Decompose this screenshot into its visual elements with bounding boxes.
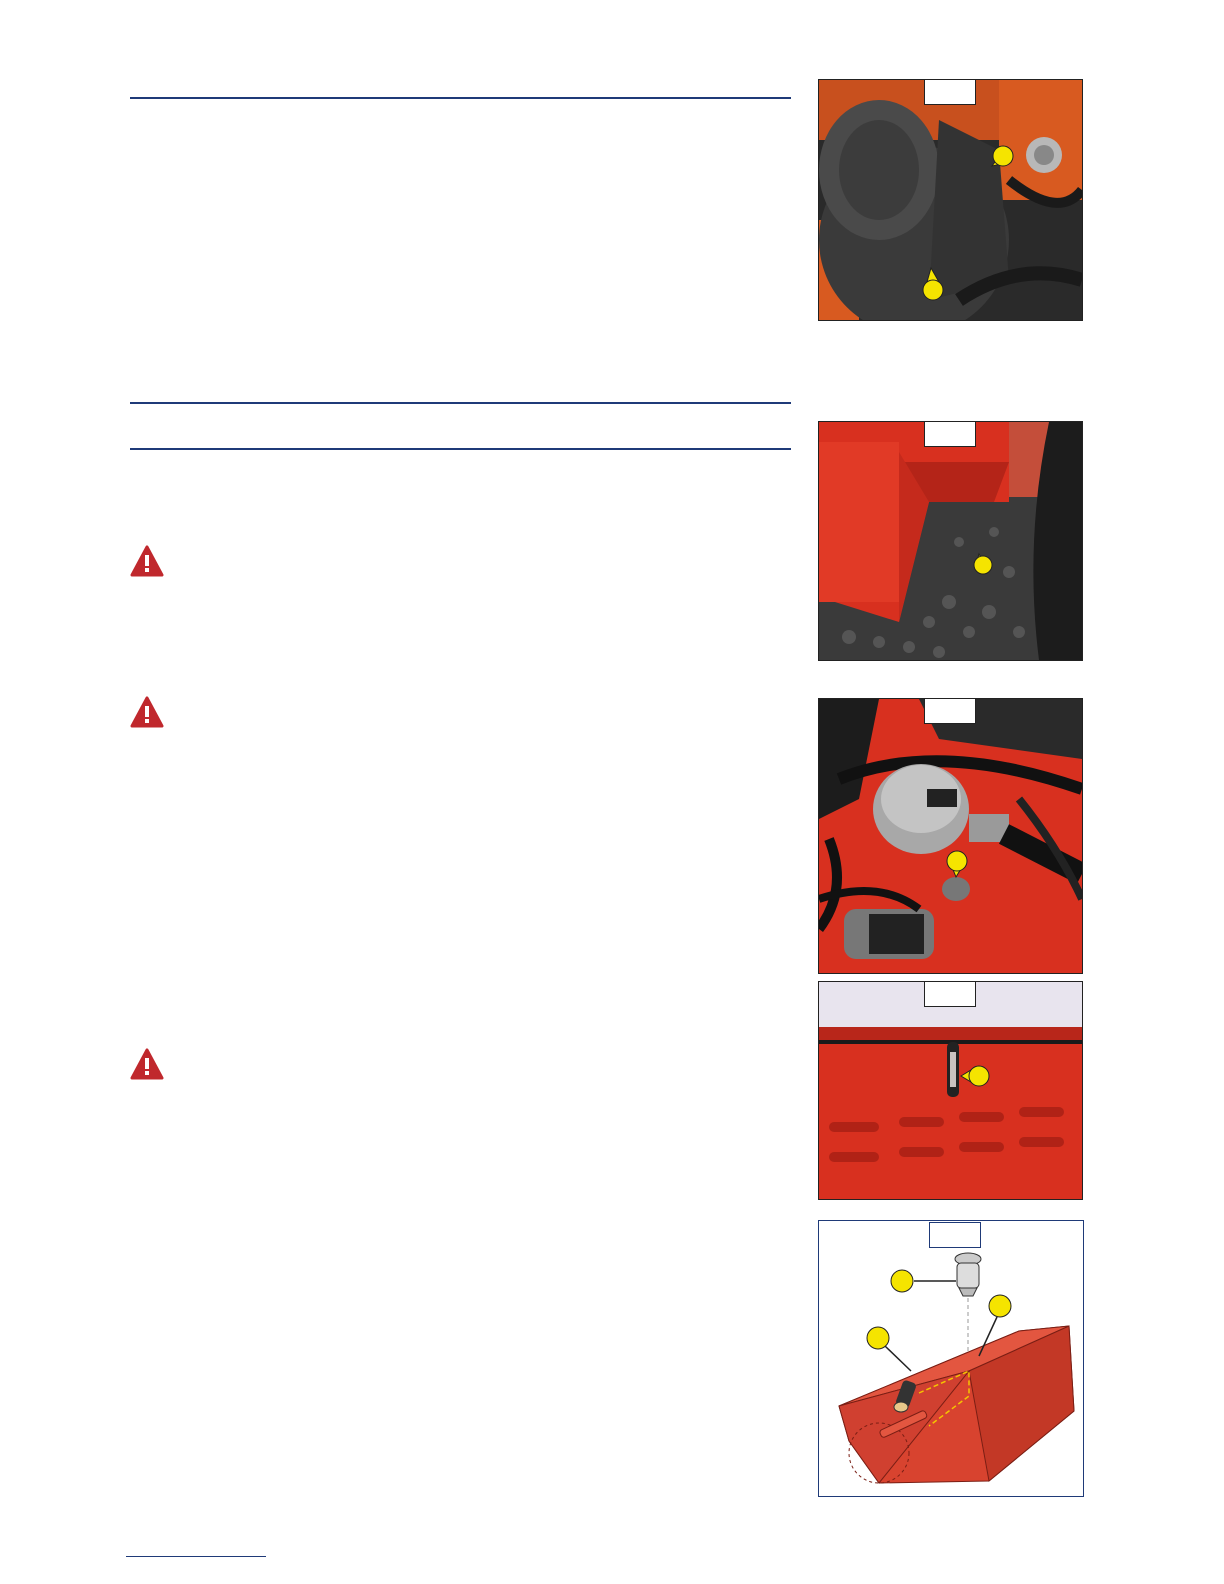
figure-3-filler-photo	[818, 698, 1083, 974]
figure-2-tank-photo	[818, 421, 1083, 661]
warning-triangle-icon	[130, 545, 164, 577]
section-rule-2	[130, 402, 791, 404]
figure-5-label	[929, 1222, 981, 1248]
figure-1-gearbox-photo	[818, 79, 1083, 321]
warning-triangle-icon	[130, 696, 164, 728]
figure-4-label	[924, 981, 976, 1007]
section-rule-3	[130, 448, 791, 450]
figure-2-label	[924, 421, 976, 447]
figure-3-label	[924, 698, 976, 724]
footer-rule	[126, 1556, 266, 1557]
figure-4-sight-gauge-photo	[818, 981, 1083, 1200]
section-rule-1	[130, 97, 791, 99]
figure-5-tank-diagram	[818, 1220, 1084, 1497]
figure-1-label	[924, 79, 976, 105]
warning-triangle-icon	[130, 1048, 164, 1080]
